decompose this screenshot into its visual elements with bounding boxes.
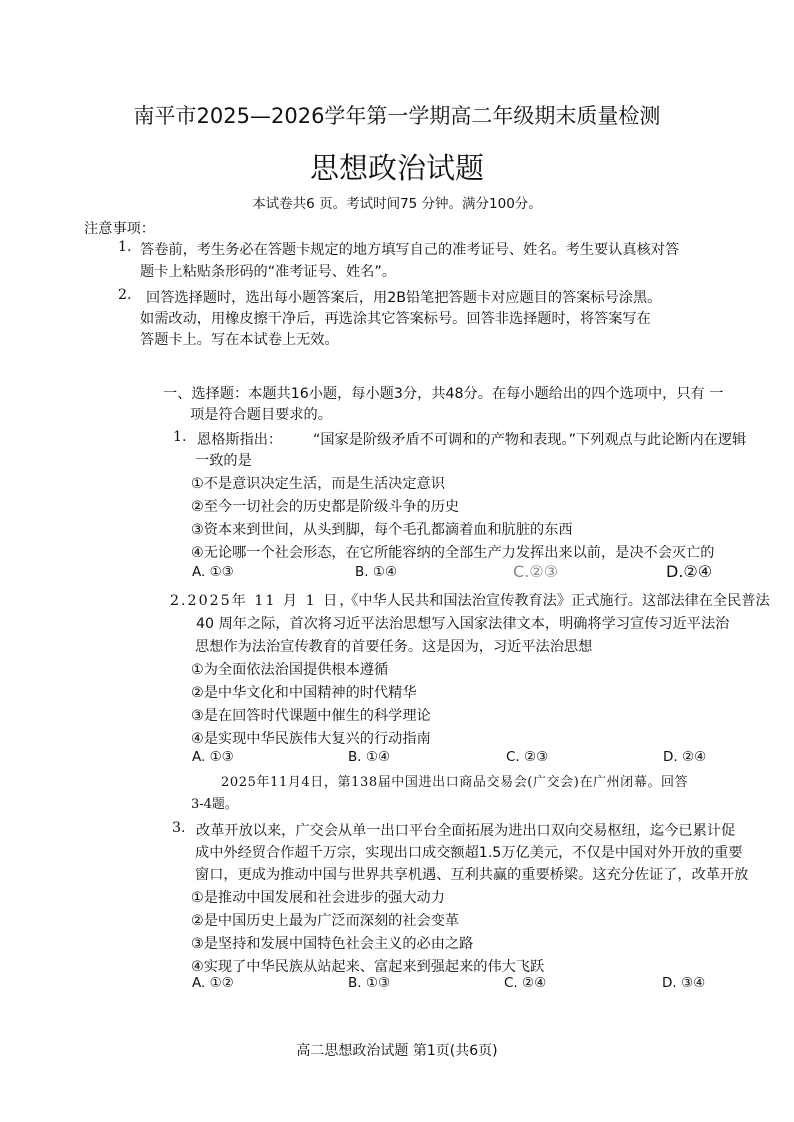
q1-number: 1. (173, 429, 187, 445)
q2-stem-c: 40 周年之际，首次将习近平法治思想写入国家法律文本，明确将学习宣传习近平法治 (196, 616, 730, 632)
page-footer: 高二思想政治试题 第1页(共6页) (296, 1043, 498, 1059)
q3-item-2: ②是中国历史上最为广泛而深刻的社会变革 (191, 913, 460, 929)
q1-option-c: C.②③ (513, 562, 558, 581)
q2-stem-a: 2.2025年 11 月 1 日， (170, 593, 356, 609)
q2-item-3: ③是在回答时代课题中催生的科学理论 (191, 708, 431, 724)
subject-title: 思想政治试题 (309, 151, 484, 185)
note-2-line-1: 回答选择题时，选出每小题答案后，用2B铅笔把答题卡对应题目的答案标号涂黑。 (146, 290, 662, 306)
note-2-line-2: 如需改动，用橡皮擦干净后，再选涂其它答案标号。回答非选择题时，将答案写在 (140, 311, 651, 327)
q1-option-b: B. ①④ (355, 564, 398, 580)
notes-heading: 注意事项： (84, 221, 155, 237)
q2-item-2: ②是中华文化和中国精神的时代精华 (191, 685, 417, 701)
q3-option-a: A. ①② (192, 975, 234, 991)
material-line-1: 2025年11月4日，第138届中国进出口商品交易会(广交会)在广州闭幕。回答 (221, 775, 689, 790)
section-heading-line-1: 一、选择题：本题共16小题，每小题3分，共48分。在每小题给出的四个选项中，只有 一 (163, 386, 724, 402)
q2-stem-d: 思想作为法治宣传教育的首要任务。这是因为，习近平法治思想 (195, 639, 593, 655)
q3-stem-c: 窗口，更成为推动中国与世界共享机遇、互利共赢的重要桥梁。这充分佐证了，改革开放 (195, 867, 749, 883)
q3-item-3: ③是坚持和发展中国特色社会主义的必由之路 (191, 936, 474, 952)
q2-option-a: A. ①③ (192, 749, 234, 765)
section-heading-line-2: 项是符合题目要求的。 (190, 407, 332, 423)
q1-stem-a: 恩格斯指出： (197, 432, 283, 448)
q1-stem-b: “国家是阶级矛盾不可调和的产物和表现。”下列观点与此论断内在逻辑 (313, 432, 747, 448)
note-1-number: 1. (118, 239, 132, 255)
q2-option-d: D. ②④ (663, 749, 707, 765)
q1-item-2: ②至今一切社会的历史都是阶级斗争的历史 (191, 499, 460, 515)
q1-option-a: A. ①③ (192, 564, 234, 580)
note-1-line-1: 答卷前，考生务必在答题卡规定的地方填写自己的准考证号、姓名。考生要认真核对答 (140, 242, 680, 258)
q1-option-d: D.②④ (666, 562, 713, 581)
q2-option-b: B. ①④ (348, 749, 391, 765)
q1-stem-c: 一致的是 (195, 453, 252, 469)
q3-item-4: ④实现了中华民族从站起来、富起来到强起来的伟大飞跃 (191, 959, 545, 975)
q1-item-1: ①不是意识决定生活，而是生活决定意识 (191, 476, 445, 492)
q3-stem-b: 成中外经贸合作超千万宗，实现出口成交额超1.5万亿美元，不仅是中国对外开放的重要 (195, 845, 743, 861)
q3-option-b: B. ①③ (348, 975, 391, 991)
exam-title: 南平市2025—2026学年第一学期高二年级期末质量检测 (133, 104, 661, 128)
q3-stem-a: 改革开放以来，广交会从单一出口平台全面拓展为进出口双向交易枢纽，迄今已累计促 (196, 823, 736, 839)
exam-info: 本试卷共6 页。考试时间75 分钟。满分100分。 (252, 196, 542, 212)
q2-item-4: ④是实现中华民族伟大复兴的行动指南 (191, 731, 431, 747)
note-2-number: 2. (118, 287, 132, 303)
material-line-2: 3-4题。 (191, 797, 238, 812)
q2-option-c: C. ②③ (506, 749, 549, 765)
q3-option-c: C. ②④ (504, 975, 547, 991)
q2-stem-b: 《中华人民共和国法治宣传教育法》正式施行。这部法律在全民普法 (344, 593, 770, 609)
q2-item-1: ①为全面依法治国提供根本遵循 (191, 662, 389, 678)
q1-item-3: ③资本来到世间，从头到脚，每个毛孔都滴着血和肮脏的东西 (191, 522, 573, 538)
note-1-line-2: 题卡上粘贴条形码的“准考证号、姓名”。 (140, 264, 396, 280)
q3-number: 3. (172, 820, 186, 836)
q3-item-1: ①是推动中国发展和社会进步的强大动力 (191, 890, 445, 906)
q3-option-d: D. ③④ (662, 975, 706, 991)
note-2-line-3: 答题卡上。写在本试卷上无效。 (140, 332, 339, 348)
q1-item-4: ④无论哪一个社会形态，在它所能容纳的全部生产力发挥出来以前，是决不会灭亡的 (191, 545, 715, 561)
